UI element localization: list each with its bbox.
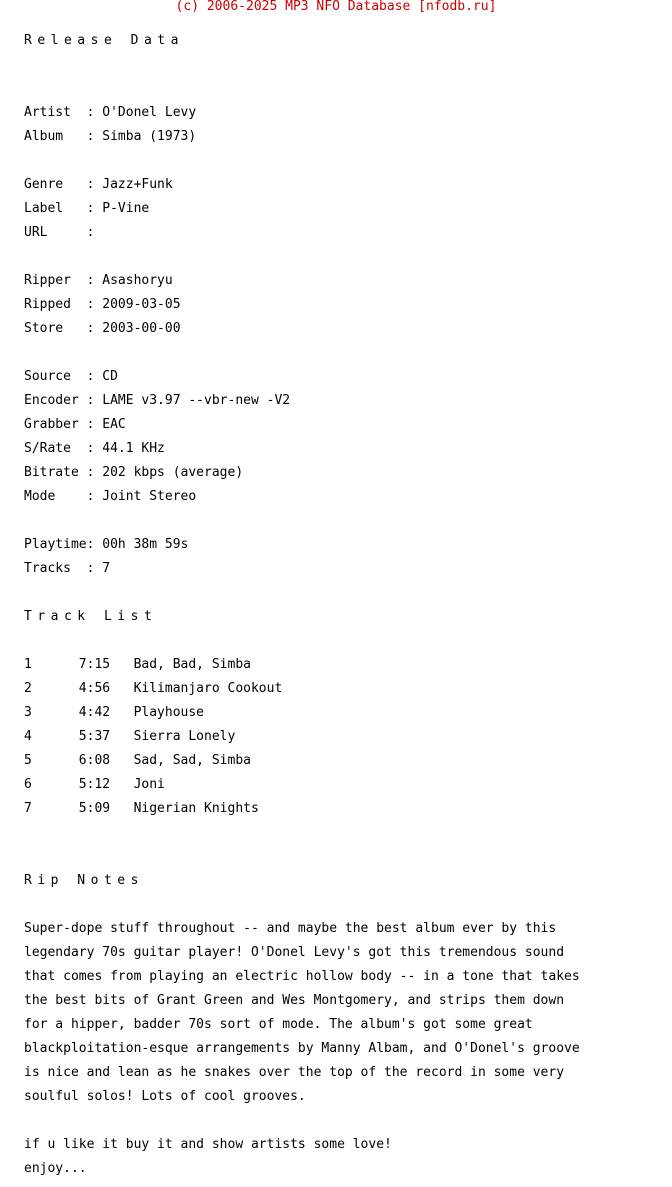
playtime-line: Playtime: 00h 38m 59s xyxy=(24,537,189,552)
ripped-line: Ripped : 2009-03-05 xyxy=(24,297,181,312)
release-data-heading: Release Data xyxy=(24,33,184,48)
artist-line: Artist : O'Donel Levy xyxy=(24,105,197,120)
notes-line: is nice and lean as he snakes over the top of the record in some very xyxy=(24,1065,565,1080)
track-list-heading: Track List xyxy=(24,609,158,624)
track-row: 6 5:12 Joni xyxy=(24,777,165,792)
notes-line: the best bits of Grant Green and Wes Montgomery, and strips them down xyxy=(24,993,565,1008)
source-line: Source : CD xyxy=(24,369,118,384)
store-line: Store : 2003-00-00 xyxy=(24,321,181,336)
track-row: 4 5:37 Sierra Lonely xyxy=(24,729,236,744)
srate-line: S/Rate : 44.1 KHz xyxy=(24,441,165,456)
ripper-line: Ripper : Asashoryu xyxy=(24,273,173,288)
grabber-line: Grabber : EAC xyxy=(24,417,126,432)
track-row: 1 7:15 Bad, Bad, Simba xyxy=(24,657,251,672)
album-line: Album : Simba (1973) xyxy=(24,129,197,144)
nfo-text xyxy=(24,23,580,1187)
bitrate-line: Bitrate : 202 kbps (average) xyxy=(24,465,244,480)
notes-line: legendary 70s guitar player! O'Donel Levy's got this tremendous sound xyxy=(24,945,565,960)
closing-line: enjoy... xyxy=(24,1161,87,1176)
notes-line: that comes from playing an electric hollow body -- in a tone that takes xyxy=(24,969,580,984)
mode-line: Mode : Joint Stereo xyxy=(24,489,197,504)
track-row: 7 5:09 Nigerian Knights xyxy=(24,801,259,816)
encoder-line: Encoder : LAME v3.97 --vbr-new -V2 xyxy=(24,393,291,408)
tracks-line: Tracks : 7 xyxy=(24,561,111,576)
track-row: 2 4:56 Kilimanjaro Cookout xyxy=(24,681,283,696)
track-row: 3 4:42 Playhouse xyxy=(24,705,205,720)
track-row: 5 6:08 Sad, Sad, Simba xyxy=(24,753,251,768)
genre-line: Genre : Jazz+Funk xyxy=(24,177,173,192)
notes-line: for a hipper, badder 70s sort of mode. The album's got some great xyxy=(24,1017,533,1032)
notes-line: soulful solos! Lots of cool grooves. xyxy=(24,1089,306,1104)
site-header: (c) 2006-2025 MP3 NFO Database [nfodb.ru] xyxy=(175,0,497,14)
notes-line: Super-dope stuff throughout -- and maybe the best album ever by this xyxy=(24,921,557,936)
notes-line: blackploitation-esque arrangements by Manny Albam, and O'Donel's groove xyxy=(24,1041,580,1056)
label-line: Label : P-Vine xyxy=(24,201,150,216)
closing-line: if u like it buy it and show artists some love! xyxy=(24,1137,392,1152)
url-line: URL : xyxy=(24,225,95,240)
rip-notes-heading: Rip Notes xyxy=(24,873,144,888)
